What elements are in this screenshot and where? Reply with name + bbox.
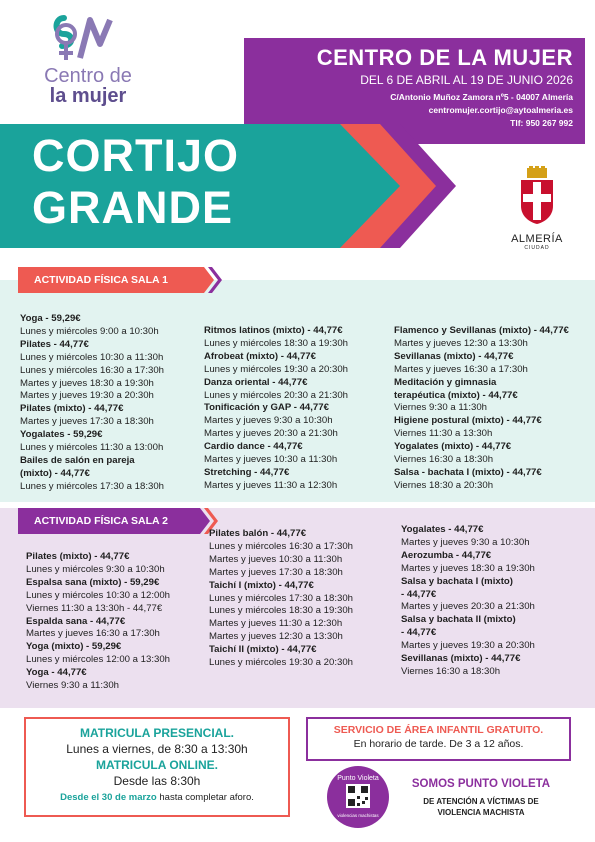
activity-title: Pilates (mixto) - 44,77€: [20, 403, 124, 415]
qr-code-icon: [326, 765, 390, 829]
activity-title: Yoga - 59,29€: [20, 313, 81, 324]
sala1-col1: [20, 313, 164, 494]
schedule-time: Viernes 9:30 a 11:30h: [394, 402, 487, 414]
schedule-time: Martes y jueves 10:30 a 11:30h: [209, 553, 343, 565]
schedule-time: Viernes 9:30 a 11:30h: [26, 680, 119, 692]
schedule-time: Viernes 16:30 a 18:30h: [394, 454, 494, 466]
schedule-time: Lunes y miércoles 17:30 a 18:30h: [209, 592, 353, 604]
schedule-time: Martes y jueves 20:30 a 21:30h: [401, 601, 535, 613]
crest-name: ALMERÍA: [511, 233, 563, 245]
activity-title: (mixto) - 44,77€: [20, 467, 90, 479]
schedule-time: Viernes 11:30 a 13:30h: [394, 428, 493, 440]
sala2-col1: [26, 551, 170, 693]
schedule-time: Viernes 16:30 a 18:30h: [401, 665, 501, 677]
matricula-presencial-title: MATRICULA PRESENCIAL.: [80, 726, 234, 740]
sala2-label: ACTIVIDAD FÍSICA SALA 2: [34, 515, 168, 527]
matricula-online-title: MATRICULA ONLINE.: [96, 758, 218, 772]
schedule-time: Martes y jueves 17:30 a 18:30h: [209, 566, 343, 578]
activity-title: Yoga (mixto) - 59,29€: [26, 641, 122, 653]
matricula-note-highlight: Desde el 30 de marzo: [60, 792, 157, 803]
schedule-time: Martes y jueves 10:30 a 11:30h: [204, 454, 338, 466]
infantil-box: [306, 717, 571, 761]
activity-title: Pilates balón - 44,77€: [209, 528, 307, 539]
matricula-note: [26, 792, 288, 803]
schedule-time: Martes y jueves 19:30 a 20:30h: [20, 390, 154, 402]
header-dates: DEL 6 DE ABRIL AL 19 DE JUNIO 2026: [360, 73, 573, 87]
activity-title: Higiene postural (mixto) - 44,77€: [394, 415, 542, 427]
matricula-online-hours: Desde las 8:30h: [113, 774, 201, 788]
schedule-time: Martes y jueves 12:30 a 13:30h: [209, 631, 343, 643]
activity-title: Flamenco y Sevillanas (mixto) - 44,77€: [394, 325, 569, 336]
crest-sub: CIUDAD: [524, 245, 550, 251]
activity-title: Yogalates (mixto) - 44,77€: [394, 441, 512, 453]
activity-title: Pilates (mixto) - 44,77€: [26, 551, 130, 562]
schedule-time: Lunes y miércoles 10:30 a 12:00h: [26, 589, 170, 601]
activity-title: Salsa - bachata I (mixto) - 44,77€: [394, 466, 542, 478]
header-title: CENTRO DE LA MUJER: [316, 45, 573, 70]
activity-title: Espalsa sana (mixto) - 59,29€: [26, 576, 160, 588]
banner-line1: CORTIJO: [32, 130, 240, 181]
schedule-time: Lunes y miércoles 18:30 a 19:30h: [204, 337, 348, 349]
activity-title: Tonificación y GAP - 44,77€: [204, 402, 329, 414]
header-email: centromujer.cortijo@aytoalmeria.es: [428, 105, 573, 115]
activity-title: Salsa y bachata II (mixto): [401, 614, 516, 626]
sala2-col3: [401, 524, 535, 679]
sala1-col2: [204, 325, 348, 493]
schedule-time: Lunes y miércoles 10:30 a 11:30h: [20, 351, 164, 363]
badge-bottom-text: violencias machistas: [337, 813, 379, 818]
activity-title: Taichí I (mixto) - 44,77€: [209, 579, 314, 591]
centro-mujer-logo: [28, 14, 138, 106]
venus-symbol-icon: [50, 14, 116, 66]
schedule-time: Viernes 18:30 a 20:30h: [394, 479, 494, 491]
schedule-time: Martes y jueves 9:30 a 10:30h: [204, 415, 333, 427]
activity-title: Taichí II (mixto) - 44,77€: [209, 644, 317, 656]
schedule-time: Lunes y miércoles 16:30 a 17:30h: [209, 540, 353, 552]
schedule-time: Martes y jueves 11:30 a 12:30h: [209, 618, 343, 630]
schedule-time: Martes y jueves 17:30 a 18:30h: [20, 416, 154, 428]
activity-title: Yogalates - 44,77€: [401, 524, 484, 535]
activity-title: Sevillanas (mixto) - 44,77€: [401, 653, 521, 665]
schedule-time: Martes y jueves 12:30 a 13:30h: [394, 337, 528, 349]
schedule-time: Martes y jueves 19:30 a 20:30h: [401, 640, 535, 652]
activity-title: Danza oriental - 44,77€: [204, 376, 308, 388]
sala2-col2: [209, 528, 353, 670]
crest-shield-icon: [517, 166, 557, 226]
punto-violeta-badge: [326, 765, 390, 829]
sala1-col3: [394, 325, 569, 493]
schedule-time: Martes y jueves 16:30 a 17:30h: [394, 363, 528, 375]
matricula-presencial-hours: Lunes a viernes, de 8:30 a 13:30h: [66, 742, 248, 756]
activity-title: Yoga - 44,77€: [26, 667, 87, 679]
schedule-time: Lunes y miércoles 9:30 a 10:30h: [26, 563, 165, 575]
activity-title: Yogalates - 59,29€: [20, 429, 103, 441]
header-phone: Tlf: 950 267 992: [510, 118, 573, 128]
schedule-time: Martes y jueves 18:30 a 19:30h: [401, 562, 535, 574]
schedule-time: Lunes y miércoles 19:30 a 20:30h: [204, 363, 348, 375]
activity-title: Meditación y gimnasia: [394, 376, 497, 388]
schedule-time: Lunes y miércoles 11:30 a 13:00h: [20, 442, 164, 454]
activity-title: Espalda sana - 44,77€: [26, 615, 126, 627]
schedule-time: Martes y jueves 11:30 a 12:30h: [204, 479, 338, 491]
activity-title: Ritmos latinos (mixto) - 44,77€: [204, 325, 343, 336]
matricula-note-rest: hasta completar aforo.: [156, 792, 254, 803]
schedule-time: Lunes y miércoles 9:00 a 10:30h: [20, 325, 159, 337]
activity-title: - 44,77€: [401, 588, 437, 600]
schedule-time: Martes y jueves 20:30 a 21:30h: [204, 428, 338, 440]
sala2-tag: [18, 508, 218, 534]
activity-title: Stretching - 44,77€: [204, 466, 290, 478]
schedule-time: Lunes y miércoles 20:30 a 21:30h: [204, 389, 348, 401]
sala1-label: ACTIVIDAD FÍSICA SALA 1: [34, 274, 168, 286]
cortijo-grande-banner: [0, 124, 456, 248]
activity-title: - 44,77€: [401, 627, 437, 639]
activity-title: Cardio dance - 44,77€: [204, 441, 303, 453]
punto-violeta-subtitle: [396, 796, 566, 818]
schedule-time: Martes y jueves 18:30 a 19:30h: [20, 377, 154, 389]
activity-title: Afrobeat (mixto) - 44,77€: [204, 350, 316, 362]
infantil-title: SERVICIO DE ÁREA INFANTIL GRATUITO.: [333, 724, 544, 736]
schedule-time: Lunes y miércoles 18:30 a 19:30h: [209, 605, 353, 617]
schedule-time: Lunes y miércoles 17:30 a 18:30h: [20, 480, 164, 492]
schedule-time: Lunes y miércoles 19:30 a 20:30h: [209, 657, 353, 669]
banner-line2: GRANDE: [32, 182, 234, 233]
activity-title: Aerozumba - 44,77€: [401, 549, 492, 561]
punto-violeta-title: SOMOS PUNTO VIOLETA: [411, 778, 551, 790]
schedule-time: Martes y jueves 9:30 a 10:30h: [401, 536, 530, 548]
almeria-crest: [506, 166, 568, 256]
punto-violeta-line2: VIOLENCIA MACHISTA: [437, 808, 525, 817]
infantil-subtitle: En horario de tarde. De 3 a 12 años.: [353, 738, 524, 750]
schedule-time: Martes y jueves 16:30 a 17:30h: [26, 628, 160, 640]
activity-title: Sevillanas (mixto) - 44,77€: [394, 350, 514, 362]
activity-title: terapéutica (mixto) - 44,77€: [394, 389, 518, 401]
activity-title: Salsa y bachata I (mixto): [401, 575, 513, 587]
schedule-time: Lunes y miércoles 16:30 a 17:30h: [20, 364, 164, 376]
schedule-time: Lunes y miércoles 12:00 a 13:30h: [26, 654, 170, 666]
activity-title: Pilates - 44,77€: [20, 338, 89, 350]
header-address: C/Antonio Muñoz Zamora nº5 - 04007 Almería: [390, 92, 573, 102]
logo-line1: Centro de: [44, 65, 132, 87]
sala1-tag: [18, 267, 222, 293]
punto-violeta-line1: DE ATENCIÓN A VÍCTIMAS DE: [423, 797, 539, 806]
badge-top-text: Punto Violeta: [337, 775, 379, 782]
activity-title: Bailes de salón en pareja: [20, 454, 135, 466]
logo-line2: la mujer: [49, 85, 127, 107]
schedule-time: Viernes 11:30 a 13:30h - 44,77€: [26, 602, 163, 614]
matricula-box: [24, 717, 290, 817]
